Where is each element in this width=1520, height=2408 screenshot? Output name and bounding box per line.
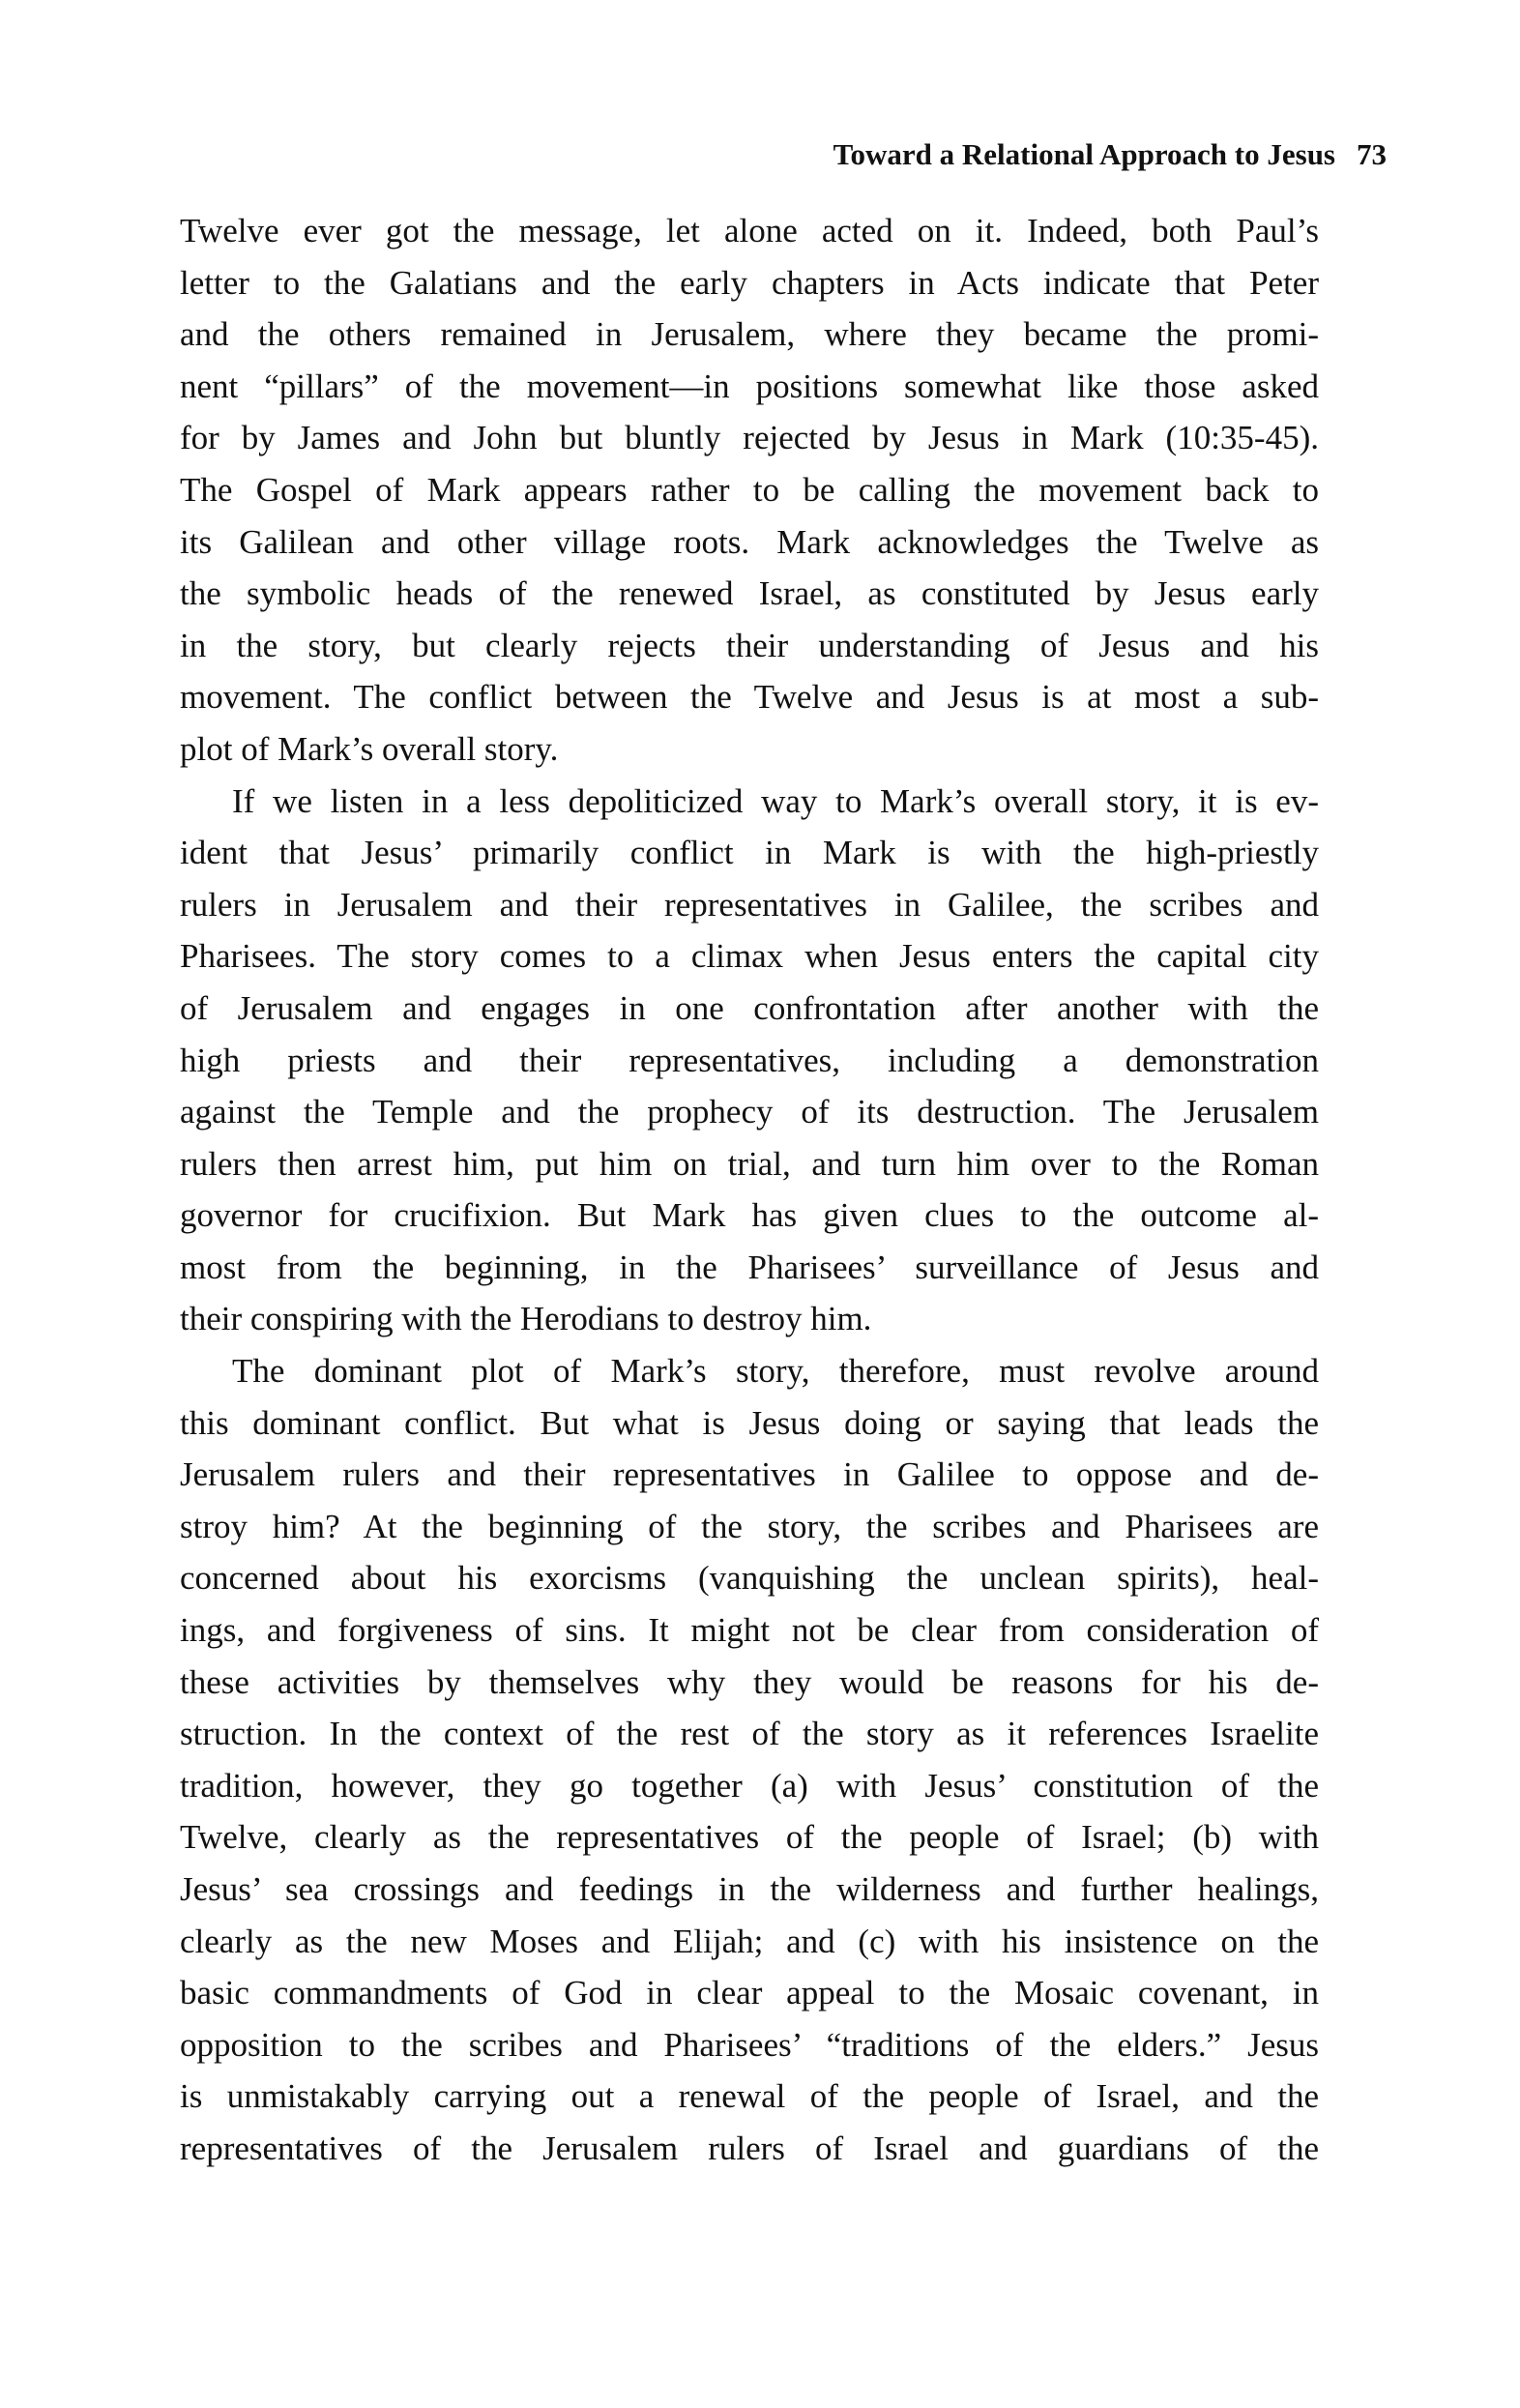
body-text xyxy=(180,205,1319,2175)
running-head-title: Toward a Relational Approach to Jesus xyxy=(833,137,1335,171)
text-line: The Gospel of Mark appears rather to be calling the movement back to xyxy=(180,470,1319,509)
text-line: nent “pillars” of the movement—in positions somewhat like those asked xyxy=(180,367,1319,405)
page-number: 73 xyxy=(1357,137,1387,171)
text-line: ings, and forgiveness of sins. It might not be clear from consideration of xyxy=(180,1611,1319,1650)
text-line: plot of Mark’s overall story. xyxy=(180,729,559,768)
text-line: Jerusalem rulers and their representatives in Galilee to oppose and de- xyxy=(180,1455,1319,1494)
text-line: of Jerusalem and engages in one confrontation after another with the xyxy=(180,988,1319,1027)
text-line: these activities by themselves why they would be reasons for his de- xyxy=(180,1662,1319,1701)
text-line: against the Temple and the prophecy of its destruction. The Jerusalem xyxy=(180,1093,1319,1131)
text-line: is unmistakably carrying out a renewal of the people of Israel, and the xyxy=(180,2077,1319,2116)
text-line: most from the beginning, in the Pharisees’ surveillance of Jesus and xyxy=(180,1248,1319,1286)
text-line: its Galilean and other village roots. Mark acknowledges the Twelve as xyxy=(180,522,1319,561)
text-line: The dominant plot of Mark’s story, therefore, must revolve around xyxy=(232,1352,1319,1391)
text-line: rulers then arrest him, put him on trial, and turn him over to the Roman xyxy=(180,1144,1319,1183)
text-line: movement. The conflict between the Twelve and Jesus is at most a sub- xyxy=(180,678,1319,717)
text-line: ident that Jesus’ primarily conflict in Mark is with the high-priestly xyxy=(180,834,1319,872)
text-line: their conspiring with the Herodians to destroy him. xyxy=(180,1300,872,1338)
text-line: tradition, however, they go together (a) with Jesus’ constitution of the xyxy=(180,1766,1319,1805)
text-line: governor for crucifixion. But Mark has given clues to the outcome al- xyxy=(180,1196,1319,1235)
text-line: representatives of the Jerusalem rulers of Israel and guardians of the xyxy=(180,2129,1319,2167)
text-line: stroy him? At the beginning of the story, the scribes and Pharisees are xyxy=(180,1507,1319,1545)
paragraph-2 xyxy=(180,776,1319,1346)
text-line: high priests and their representatives, including a demonstration xyxy=(180,1041,1319,1079)
running-head xyxy=(180,135,1387,174)
text-line: If we listen in a less depoliticized way to Mark’s overall story, it is ev- xyxy=(232,781,1319,820)
text-line: in the story, but clearly rejects their understanding of Jesus and his xyxy=(180,626,1319,664)
text-line: clearly as the new Moses and Elijah; and (c) with his insistence on the xyxy=(180,1922,1319,1960)
text-line: Twelve, clearly as the representatives of the people of Israel; (b) with xyxy=(180,1818,1319,1857)
text-line: basic commandments of God in clear appeal to the Mosaic covenant, in xyxy=(180,1974,1319,2012)
text-line: letter to the Galatians and the early chapters in Acts indicate that Peter xyxy=(180,263,1319,302)
text-line: rulers in Jerusalem and their representatives in Galilee, the scribes and xyxy=(180,885,1319,924)
text-line: concerned about his exorcisms (vanquishing the unclean spirits), heal- xyxy=(180,1559,1319,1598)
text-line: and the others remained in Jerusalem, where they became the promi- xyxy=(180,315,1319,354)
paragraph-3 xyxy=(180,1345,1319,2175)
text-line: the symbolic heads of the renewed Israel, as constituted by Jesus early xyxy=(180,574,1319,613)
paragraph-1 xyxy=(180,205,1319,776)
text-line: Jesus’ sea crossings and feedings in the wilderness and further healings, xyxy=(180,1870,1319,1908)
text-line: Twelve ever got the message, let alone acted on it. Indeed, both Paul’s xyxy=(180,212,1319,250)
text-line: Pharisees. The story comes to a climax when Jesus enters the capital city xyxy=(180,937,1319,976)
text-line: for by James and John but bluntly rejected by Jesus in Mark (10:35-45). xyxy=(180,419,1319,457)
text-line: struction. In the context of the rest of the story as it references Israelite xyxy=(180,1715,1319,1753)
text-line: this dominant conflict. But what is Jesus doing or saying that leads the xyxy=(180,1403,1319,1442)
text-line: opposition to the scribes and Pharisees’ “traditions of the elders.” Jesus xyxy=(180,2025,1319,2064)
